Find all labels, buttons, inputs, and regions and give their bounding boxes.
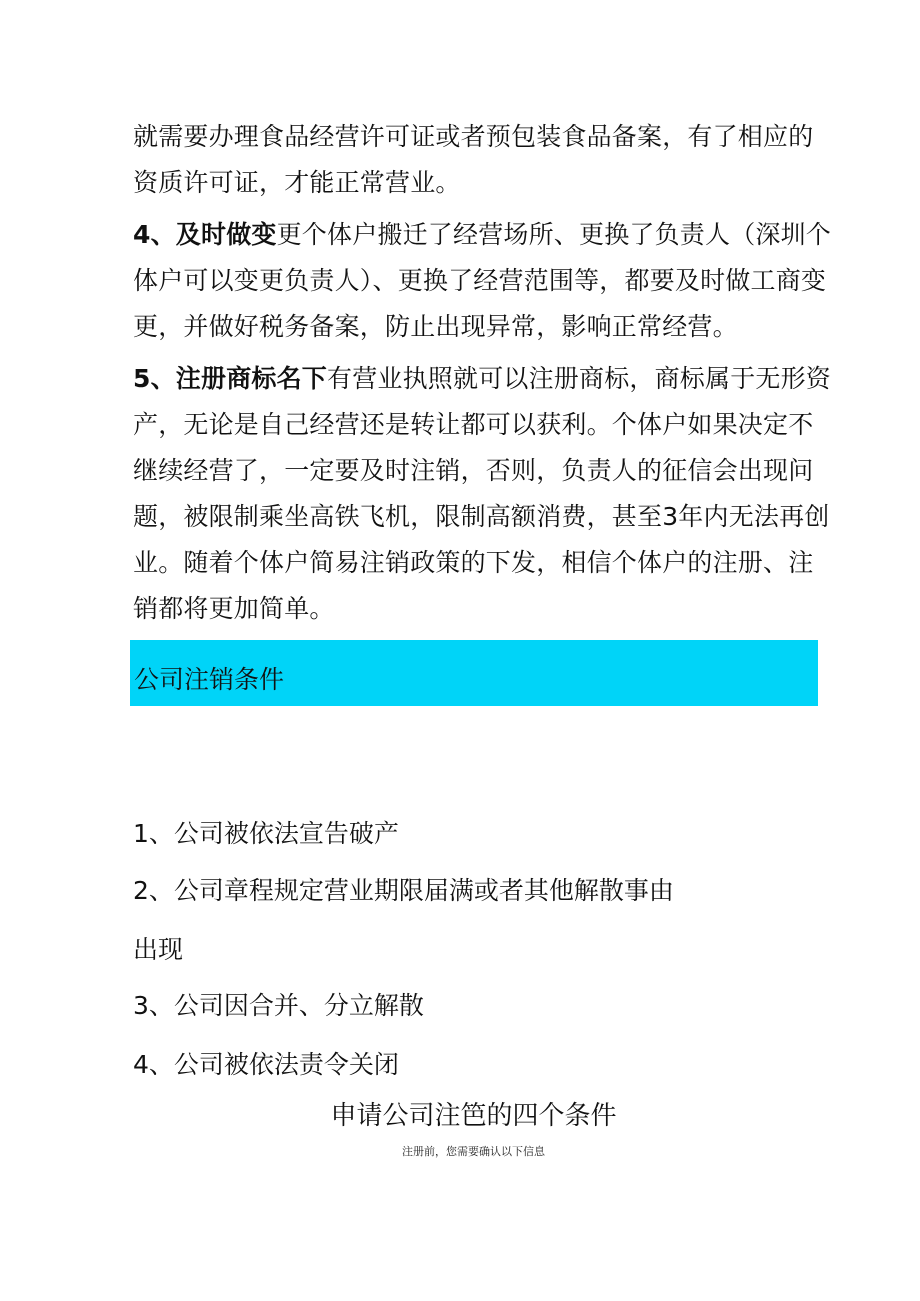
paragraph-timely-change (133, 212, 833, 350)
paragraph-register-trademark (133, 356, 833, 632)
section-subtitle: 申请公司注笆的四个条件 (330, 1101, 617, 1131)
condition-item: 1、公司被依法宣告破产 (133, 819, 399, 848)
paragraph-text: 就需要办理食品经营许可证或者预包装食品备案，有了相应的资质许可证，才能正常营业。 (133, 122, 814, 197)
paragraph-lead: 5、注册商标名下 (133, 364, 327, 393)
section-heading-title: 公司注销条件 (134, 665, 285, 694)
condition-item: 2、公司章程规定营业期限届满或者其他解散事由 (133, 876, 674, 905)
paragraph-text: 有营业执照就可以注册商标，商标属于无形资产，无论是自己经营还是转让都可以获利。个体户如果决定不继续经营了，一定要及时注销，否则，负责人的征信会出现问题，被限制乘坐高铁飞机，限制高额消费，甚至3年内无法再创业。随着个体户简易注销政策的下发，相信个体户的注册、注销都将更加简单。 (133, 364, 832, 623)
condition-item: 4、公司被依法责令关闭 (133, 1050, 399, 1079)
condition-item-continuation: 出现 (133, 935, 184, 964)
section-heading-banner (130, 640, 818, 706)
footnote-text: 注册前，您需要确认以下信息 (402, 1145, 545, 1158)
condition-item: 3、公司因合并、分立解散 (133, 991, 424, 1020)
paragraph-food-license (133, 114, 833, 206)
paragraph-text: 更个体户搬迁了经营场所、更换了负责人（深圳个体户可以变更负责人）、更换了经营范围等，都要及时做工商变更，并做好税务备案，防止出现异常，影响正常经营。 (133, 220, 832, 341)
paragraph-lead: 4、及时做变 (133, 220, 277, 249)
